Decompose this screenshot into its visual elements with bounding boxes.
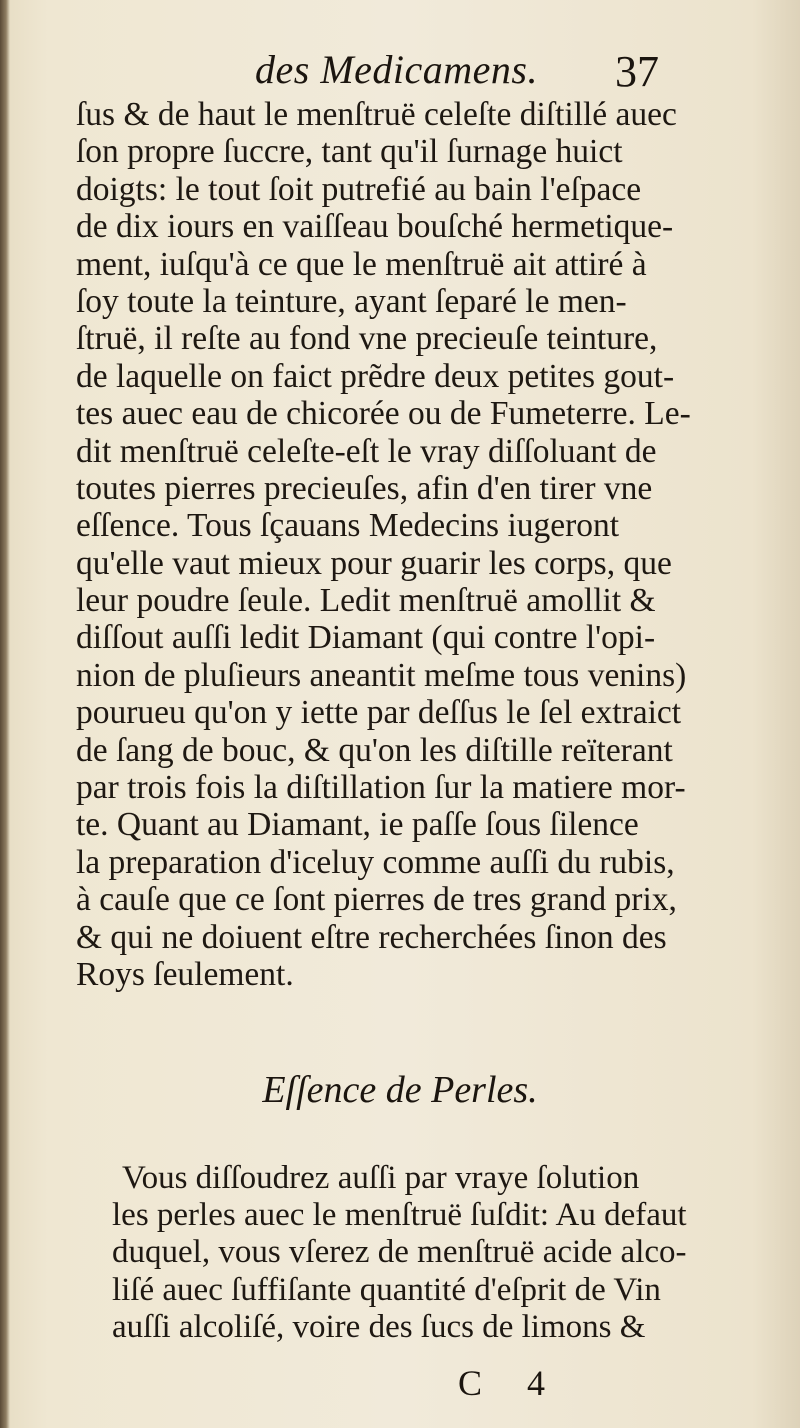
text-line: Vous diſſoudrez auſſi par vraye ſolution [122, 1160, 640, 1196]
running-head [0, 40, 800, 100]
text-line: ſoy toute la teinture, ayant ſeparé le men- [76, 282, 627, 320]
text-line: la preparation d'iceluy comme auſſi du rubis, [76, 843, 675, 881]
text-line: & qui ne doiuent eſtre recherchées ſinon des [76, 918, 667, 956]
text-line: liſé auec ſuffiſante quantité d'eſprit de Vin [112, 1271, 661, 1308]
text-line: de laquelle on faict prẽdre deux petites gout- [76, 357, 675, 395]
text-line: dit menſtruë celeſte-eſt le vray diſſoluant de [76, 432, 657, 470]
text-line: nion de pluſieurs aneantit meſme tous venins) [76, 656, 687, 694]
text-line: doigts: le tout ſoit putrefié au bain l'eſpace [76, 170, 642, 208]
section-text [112, 1160, 792, 1346]
text-line: les perles auec le menſtruë ſuſdit: Au defaut [112, 1197, 687, 1234]
text-line: ſus & de haut le menſtruë celeſte diſtillé auec [76, 96, 677, 133]
text-line: toutes pierres precieuſes, afin d'en tirer vne [76, 469, 653, 507]
text-line: leur poudre ſeule. Ledit menſtruë amollit & [76, 582, 656, 620]
text-line: duquel, vous vſerez de menſtruë acide alco- [112, 1234, 687, 1271]
text-line: Roys ſeulement. [76, 955, 294, 993]
text-line: te. Quant au Diamant, ie paſſe ſous ſilence [76, 806, 639, 844]
page-number: 37 [615, 47, 659, 96]
text-line: pourueu qu'on y iette par deſſus le ſel extraict [76, 694, 682, 732]
text-line: eſſence. Tous ſçauans Medecins iugeront [76, 507, 620, 545]
text-line: par trois fois la diſtillation ſur la matiere mor- [76, 769, 686, 807]
text-line: ment, iuſqu'à ce que le menſtruë ait attiré à [76, 245, 647, 283]
text-line: tes auec eau de chicorée ou de Fumeterre. Le- [76, 395, 691, 433]
text-line: diſſout auſſi ledit Diamant (qui contre l'opi- [76, 619, 656, 657]
text-line: auſſi alcoliſé, voire des ſucs de limons & [112, 1308, 646, 1345]
text-line: à cauſe que ce ſont pierres de tres grand prix, [76, 881, 677, 919]
text-line: de dix iours en vaiſſeau bouſché hermetique- [76, 208, 674, 246]
signature-mark: C 4 [458, 1363, 564, 1403]
text-line: ſon propre ſuccre, tant qu'il ſurnage huict [76, 133, 623, 171]
text-line: de ſang de bouc, & qu'on les diſtille reïterant [76, 731, 673, 769]
body-text [76, 96, 776, 993]
binding-gutter [0, 0, 10, 1428]
section-heading: Eſſence de Perles. [262, 1069, 538, 1111]
text-line: ſtruë, il reſte au fond vne precieuſe teinture, [76, 320, 658, 358]
text-line: qu'elle vaut mieux pour guarir les corps, que [76, 544, 672, 582]
running-head-title: des Medicamens. [255, 47, 538, 92]
